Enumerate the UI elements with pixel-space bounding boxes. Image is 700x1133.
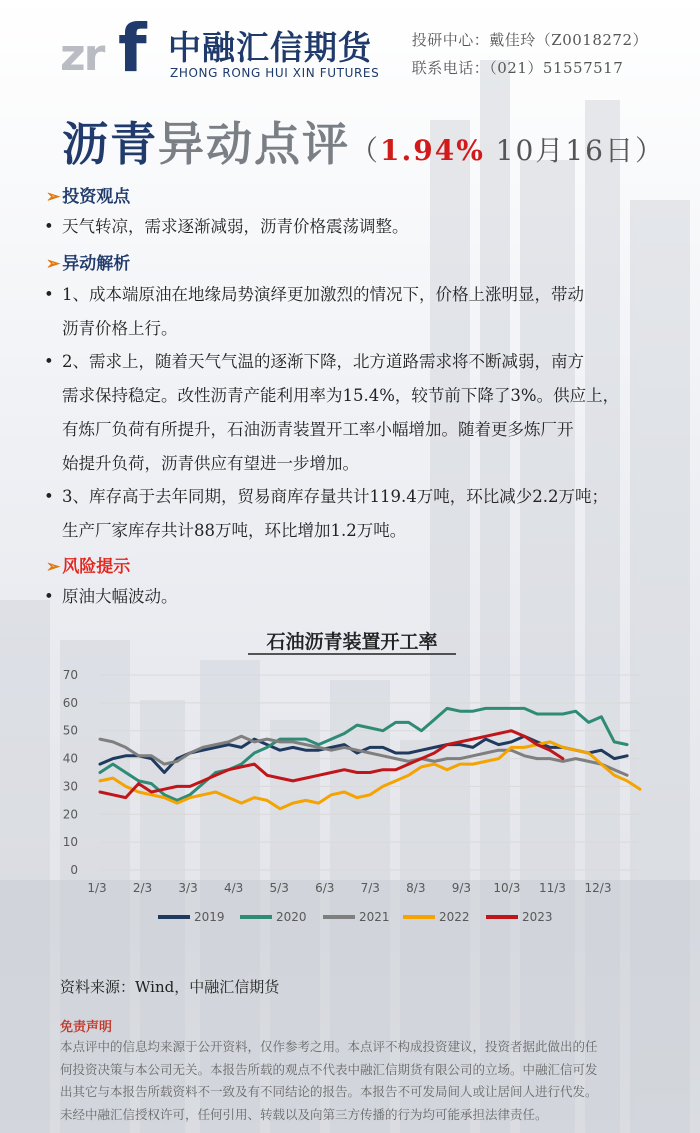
bullet-icon: • <box>44 487 54 506</box>
legend-label-2019: 2019 <box>194 910 225 924</box>
y-tick-label: 10 <box>62 835 78 850</box>
analysis-paragraph-3: • 3、库存高于去年同期，贸易商库存量共计119.4万吨，环比减少2.2万吨； 生产厂家库存共计88万吨，环比增加1.2万吨。 <box>44 480 664 548</box>
y-tick-label: 60 <box>62 695 78 710</box>
bullet-icon: • <box>44 587 54 606</box>
y-tick-label: 30 <box>62 779 78 794</box>
title-product: 沥青 <box>62 117 158 171</box>
logo-chinese-name: 中融汇信期货 <box>168 28 372 67</box>
arrow-icon: ➢ <box>46 187 61 207</box>
section-analysis-heading: ➢ 异动解析 <box>46 254 131 274</box>
x-tick-label: 2/3 <box>132 881 153 895</box>
company-logo <box>60 10 380 87</box>
x-tick-label: 10/3 <box>493 881 521 895</box>
title-date: 10月16日） <box>484 134 665 167</box>
logo-english-name: ZHONG RONG HUI XIN FUTURES <box>170 66 380 80</box>
page-title <box>62 108 665 174</box>
y-tick-label: 0 <box>70 863 78 877</box>
x-tick-label: 5/3 <box>269 881 289 895</box>
x-tick-label: 11/3 <box>538 881 566 895</box>
legend-label-2021: 2021 <box>359 910 390 924</box>
y-tick-label: 50 <box>62 723 78 738</box>
legend-label-2023: 2023 <box>522 910 553 924</box>
x-tick-label: 7/3 <box>360 881 380 895</box>
view-paragraph: • 天气转凉，需求逐渐减弱，沥青价格震荡调整。 <box>44 210 664 244</box>
contact-info <box>412 26 648 82</box>
x-tick-label: 8/3 <box>406 881 426 895</box>
operating-rate-line-chart <box>40 620 680 940</box>
x-tick-label: 6/3 <box>315 881 335 895</box>
x-tick-label: 1/3 <box>87 881 107 895</box>
legend-label-2022: 2022 <box>439 910 470 924</box>
bullet-icon: • <box>44 285 54 304</box>
title-percent-change: 1.94% <box>380 134 485 167</box>
arrow-icon: ➢ <box>46 557 61 577</box>
x-tick-label: 12/3 <box>584 881 612 895</box>
contact-analyst: 投研中心：戴佳玲（Z0018272） <box>411 31 648 49</box>
chart-title: 石油沥青装置开工率 <box>266 631 438 653</box>
bullet-icon: • <box>44 217 54 236</box>
y-tick-label: 40 <box>62 751 78 766</box>
x-tick-label: 9/3 <box>451 881 472 895</box>
logo-mark-f: f <box>118 10 147 87</box>
x-tick-label: 4/3 <box>223 881 244 895</box>
disclaimer-text: 本点评中的信息均来源于公开资料，仅作参考之用。本点评不构成投资建议，投资者据此做出的任 何投资决策与本公司无关。本报告所载的观点不代表中融汇信期货有限公司的立场。中融汇信可发 出其它与本报告所载资料不一致及有不同结论的报告。本报告不可发局间人或让居间人进行代发。 未经中融汇信授权许可，任何引用、转载以及向第三方传播的行为均可能承担法律责任。 <box>60 1039 598 1122</box>
risk-paragraph: • 原油大幅波动。 <box>44 580 664 614</box>
analysis-paragraph-1: • 1、成本端原油在地缘局势演绎更加激烈的情况下，价格上涨明显，带动 沥青价格上行。 <box>44 278 664 346</box>
data-source: 资料来源：Wind，中融汇信期货 <box>60 978 280 996</box>
section-view-heading: ➢ 投资观点 <box>46 187 131 207</box>
disclaimer-title: 免责声明 <box>60 1020 113 1035</box>
section-risk-heading: ➢ 风险提示 <box>46 557 131 577</box>
logo-mark-zr: zr <box>60 30 104 81</box>
contact-phone: 联系电话：（021）51557517 <box>411 59 624 77</box>
title-type: 异动点评 <box>158 117 350 171</box>
analysis-paragraph-2: • 2、需求上，随着天气气温的逐渐下降，北方道路需求将不断减弱，南方 需求保持稳定。改性沥青产能利用率为15.4%，较节前下降了3%。供应上， 有炼厂负荷有所提升，石油沥青装置开工率小幅增加。随着更多炼厂开 始提升负荷，沥青供应有望进一步增加。 <box>44 345 664 481</box>
arrow-icon: ➢ <box>46 254 61 274</box>
legend-label-2020: 2020 <box>276 910 307 924</box>
y-tick-label: 20 <box>62 807 78 822</box>
title-paren: （ <box>350 134 381 167</box>
x-tick-label: 3/3 <box>178 881 198 895</box>
y-tick-label: 70 <box>62 668 78 682</box>
bullet-icon: • <box>44 352 54 371</box>
